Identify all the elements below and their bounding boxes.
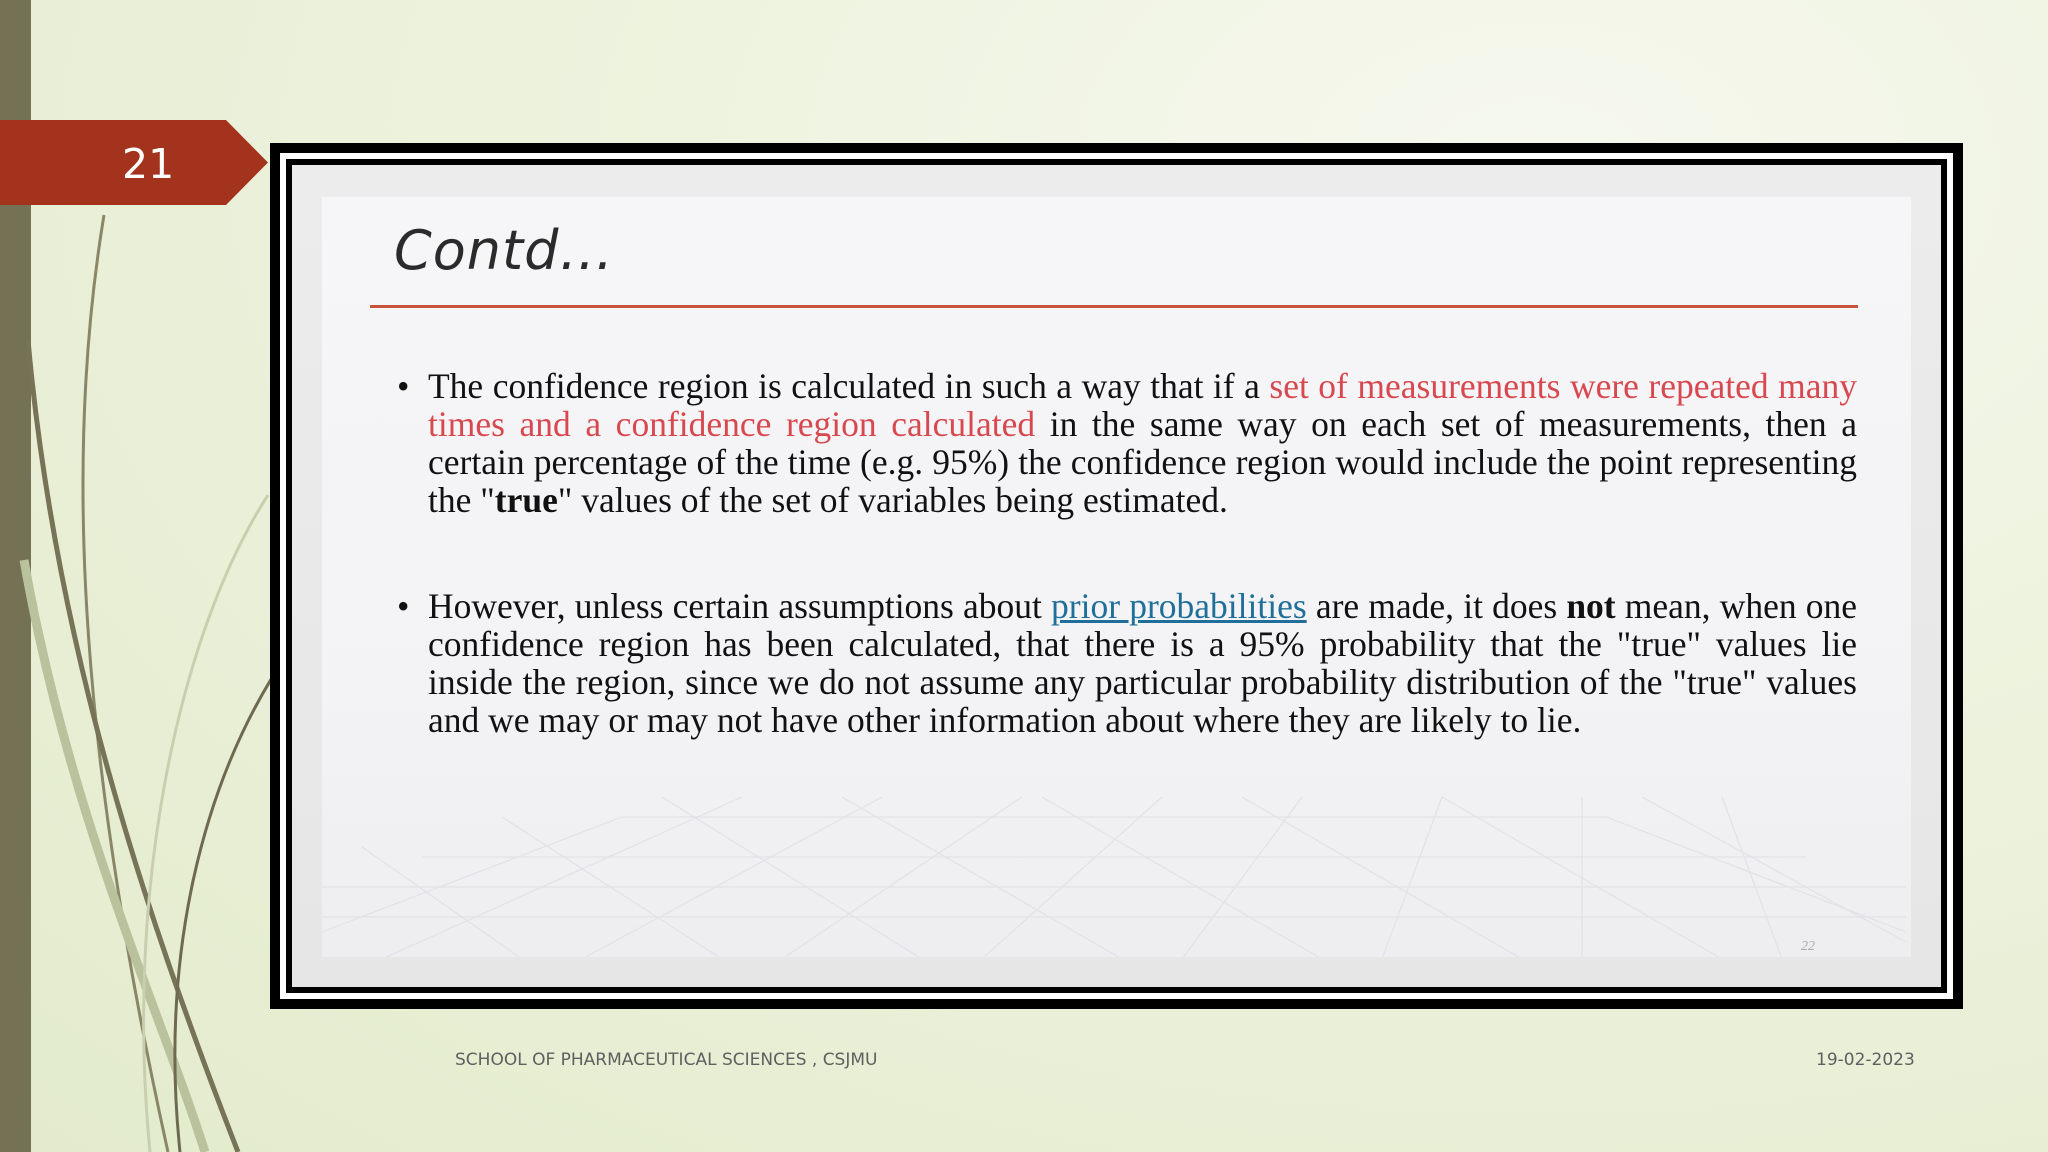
bullet-dot-icon: • — [397, 586, 410, 626]
bullet-list — [397, 367, 1857, 739]
highlighted-text: set of measurements were repeated many times and a confidence region calculated — [428, 366, 1857, 444]
bullet-dot-icon: • — [397, 366, 410, 406]
embedded-page-number: 22 — [1801, 939, 1815, 954]
bold-text: true — [494, 480, 558, 520]
embedded-slide-title: Contd… — [394, 219, 615, 282]
bullet-item — [397, 587, 1857, 739]
text-span: are made, it does — [1306, 586, 1567, 626]
text-span: in the same way on each set of measurements, then a certain percentage of the time (e.g. 95%) the confidence region would include the point representing the " — [428, 404, 1857, 520]
embedded-slide — [322, 197, 1911, 957]
footer-date: 19-02-2023 — [1816, 1050, 1915, 1070]
bullet-item — [397, 367, 1857, 519]
title-rule — [370, 305, 1858, 308]
text-span: mean, when one confidence region has been calculated, that there is a 95% probability that the "true" values lie inside the region, since we do not assume any particular probability distribution of the "true" values and we may or may not have other information about where they are likely to lie. — [428, 586, 1857, 740]
bold-text: not — [1566, 586, 1616, 626]
text-span: However, unless certain assumptions about — [428, 586, 1052, 626]
embedded-slide-frame — [270, 143, 1963, 1009]
footer-organization: SCHOOL OF PHARMACEUTICAL SCIENCES , CSJMU — [455, 1050, 878, 1070]
text-span: The confidence region is calculated in such a way that if a — [428, 366, 1270, 406]
prior-probabilities-link[interactable]: prior probabilities — [1051, 586, 1307, 626]
slide-number: 21 — [122, 140, 175, 188]
text-span: " values of the set of variables being estimated. — [557, 480, 1228, 520]
